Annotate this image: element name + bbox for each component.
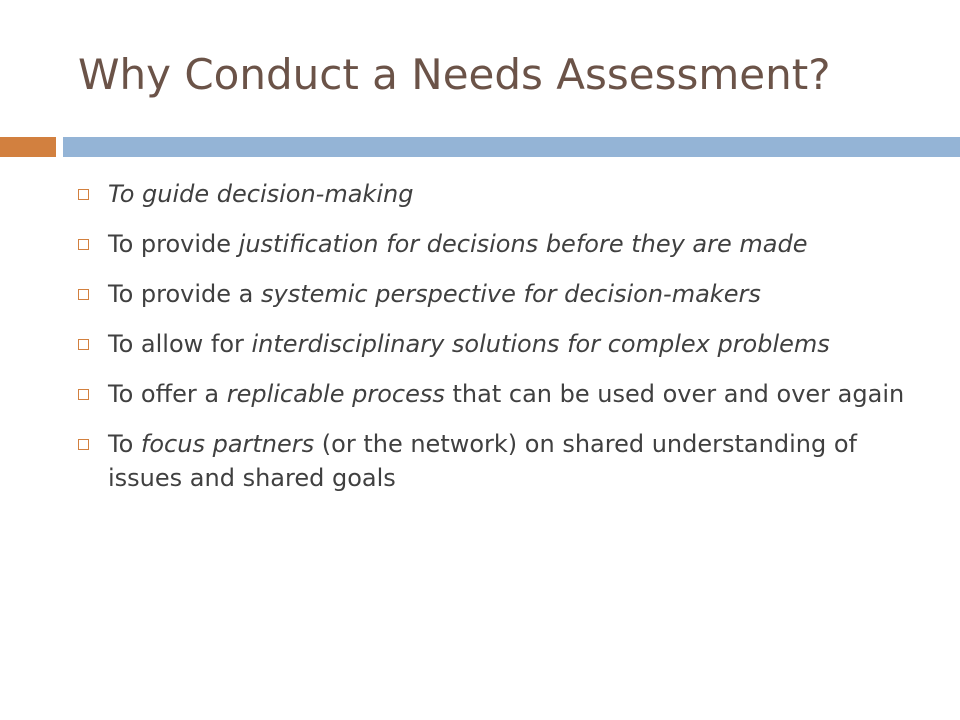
bullet-text-segment: To allow for xyxy=(108,330,252,358)
hollow-square-bullet-icon xyxy=(78,389,89,400)
bullet-list xyxy=(78,177,918,511)
bullet-text-segment: that can be used over and over again xyxy=(444,380,905,408)
hollow-square-bullet-icon xyxy=(78,239,89,250)
bullet-item xyxy=(78,377,918,411)
bullet-text-segment: To guide decision-making xyxy=(108,180,414,208)
bullet-item xyxy=(78,177,918,211)
bullet-item xyxy=(78,327,918,361)
bullet-text-segment: To xyxy=(108,430,141,458)
bullet-text-segment: To provide a xyxy=(108,280,261,308)
slide-title: Why Conduct a Needs Assessment? xyxy=(78,50,831,99)
bullet-item xyxy=(78,227,918,261)
accent-bar xyxy=(0,137,56,157)
bullet-text-segment: (or the network) on shared understanding of issues and shared goals xyxy=(108,430,857,492)
bullet-text-segment: focus partners xyxy=(140,430,315,458)
hollow-square-bullet-icon xyxy=(78,439,89,450)
hollow-square-bullet-icon xyxy=(78,339,89,350)
title-rule-bar xyxy=(63,137,960,157)
bullet-text-segment: interdisciplinary solutions for complex problems xyxy=(251,330,830,358)
bullet-text-segment: To offer a xyxy=(108,380,227,408)
bullet-text-segment: replicable process xyxy=(226,380,445,408)
bullet-text-segment: systemic perspective for decision-makers xyxy=(261,280,761,308)
bullet-item xyxy=(78,277,918,311)
bullet-text-segment: justification for decisions before they are made xyxy=(238,230,808,258)
hollow-square-bullet-icon xyxy=(78,289,89,300)
bullet-item xyxy=(78,427,918,495)
hollow-square-bullet-icon xyxy=(78,189,89,200)
bullet-text-segment: To provide xyxy=(108,230,239,258)
